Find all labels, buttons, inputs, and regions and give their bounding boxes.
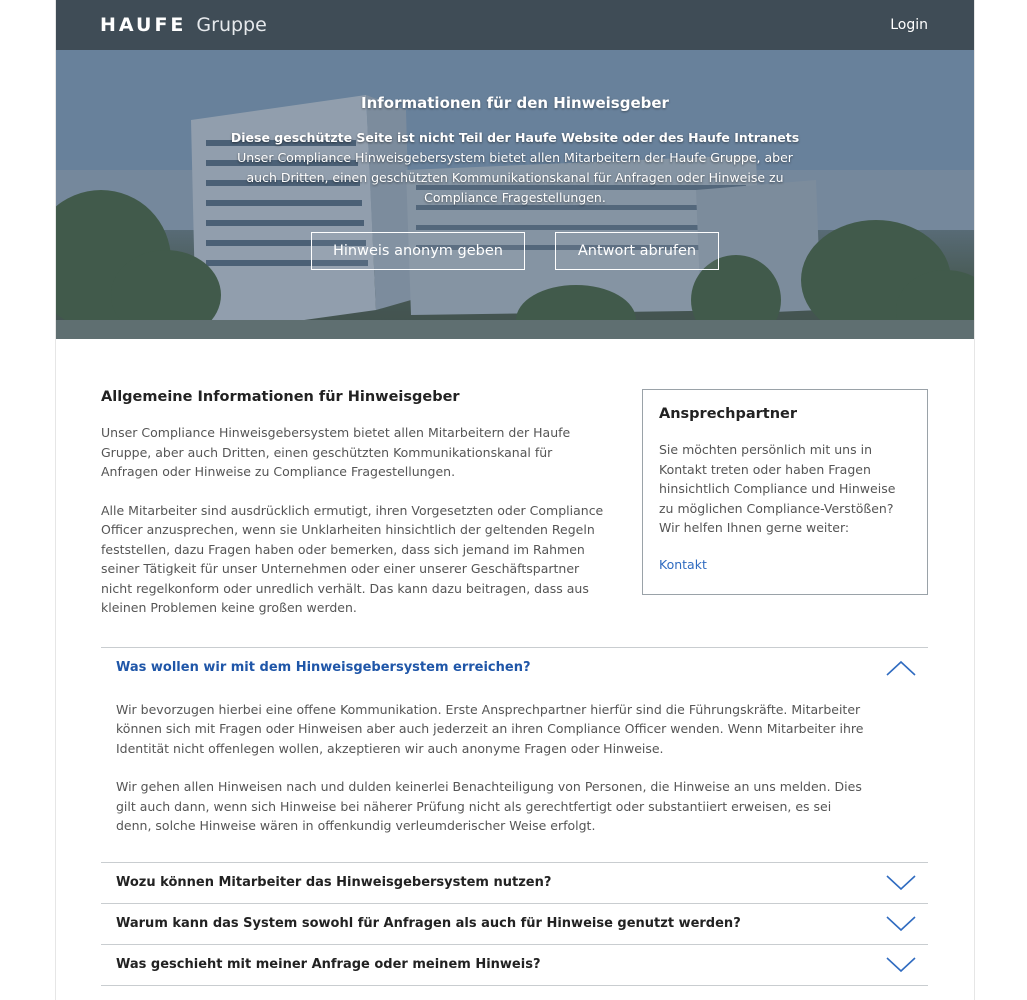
accordion-title-2: Wozu können Mitarbeiter das Hinweisgebersystem nutzen? [116, 875, 552, 890]
accordion-header-2[interactable] [101, 863, 928, 903]
hero-content [56, 94, 974, 270]
accordion-title-4: Was geschieht mit meiner Anfrage oder meinem Hinweis? [116, 957, 541, 972]
page [56, 0, 974, 1000]
contact-box [642, 389, 928, 595]
hero-title: Informationen für den Hinweisgeber [361, 94, 669, 112]
accordion-item-2 [101, 863, 928, 904]
accordion-item-3 [101, 904, 928, 945]
site-header [56, 0, 974, 50]
intro-section [101, 389, 928, 637]
contact-title: Ansprechpartner [659, 406, 798, 422]
accordion-header-3[interactable] [101, 904, 928, 944]
hero-subtitle: Diese geschützte Seite ist nicht Teil der Haufe Website oder des Haufe Intranets [230, 130, 800, 145]
intro-paragraph-2: Alle Mitarbeiter sind ausdrücklich ermutigt, ihren Vorgesetzten oder Compliance Officer anzusprechen, wenn sie Unklarheiten hinsichtlich der geltenden Regeln feststellen, dazu Fragen haben oder bemerken, dass sich jemand im Rahmen seiner Tätigkeit für unser Unternehmen oder einer unserer Geschäftspartner nicht regelkonform oder unredlich verhält. Das kann dazu beitragen, dass aus kleinen Problemen keine großen werden. [101, 502, 604, 615]
intro-title: Allgemeine Informationen für Hinweisgeber [101, 389, 460, 405]
logo-subtitle: Gruppe [196, 14, 267, 36]
contact-text: Sie möchten persönlich mit uns in Kontakt treten oder haben Fragen hinsichtlich Compliance und Hinweise zu möglichen Compliance-Verstößen? Wir helfen Ihnen gerne weiter: [659, 442, 896, 535]
login-link[interactable]: Login [890, 17, 928, 33]
faq-accordion [101, 647, 928, 986]
logo-mark: HAUFE [100, 14, 187, 36]
accordion-paragraph-2: Wir gehen allen Hinweisen nach und dulden keinerlei Benachteiligung von Personen, die Hinweise an uns melden. Dies gilt auch dann, wenn sich Hinweise bei näherer Prüfung nicht als gerechtfertigt oder substantiiert erweisen, es sei denn, solche Hinweise wären in offenkundig verleumderischer Weise erfolgt. [116, 779, 862, 833]
hero-description: Unser Compliance Hinweisgebersystem bietet allen Mitarbeitern der Haufe Gruppe, aber auch Dritten, einen geschützten Kommunikationskanal für Anfragen oder Hinweise zu Compliance Fragestellungen. [237, 150, 793, 205]
accordion-header-4[interactable] [101, 945, 928, 985]
anonymous-report-button[interactable]: Hinweis anonym geben [311, 232, 525, 270]
accordion-header-1[interactable] [101, 648, 928, 688]
intro-paragraph-1: Unser Compliance Hinweisgebersystem bietet allen Mitarbeitern der Haufe Gruppe, aber auch Dritten, einen geschützten Kommunikationskanal für Anfragen oder Hinweise zu Compliance Fragestellungen. [101, 425, 571, 479]
accordion-paragraph-1: Wir bevorzugen hierbei eine offene Kommunikation. Erste Ansprechpartner hierfür sind die Führungskräfte. Mitarbeiter können sich mit Fragen oder Hinweisen aber auch jederzeit an ihren Compliance Officer wenden. Wenn Mitarbeiter ihre Identität nicht offenlegen wollen, akzeptieren wir auch anonyme Fragen oder Hinweise. [116, 701, 864, 756]
main-content [56, 389, 974, 986]
accordion-item-1 [101, 648, 928, 863]
accordion-body-1 [101, 688, 928, 862]
intro-text-column [101, 389, 611, 637]
accordion-title-3: Warum kann das System sowohl für Anfragen als auch für Hinweise genutzt werden? [116, 916, 741, 931]
accordion-title-1: Was wollen wir mit dem Hinweisgebersystem erreichen? [116, 660, 531, 675]
accordion-item-4 [101, 945, 928, 986]
chevron-down-icon [886, 957, 916, 973]
haufe-logo[interactable] [100, 14, 267, 36]
chevron-down-icon [886, 916, 916, 932]
chevron-down-icon [886, 875, 916, 891]
retrieve-reply-button[interactable]: Antwort abrufen [555, 232, 719, 270]
chevron-up-icon [886, 660, 916, 676]
hero-buttons [56, 232, 974, 270]
contact-link[interactable]: Kontakt [659, 556, 707, 572]
hero-banner [56, 50, 974, 339]
